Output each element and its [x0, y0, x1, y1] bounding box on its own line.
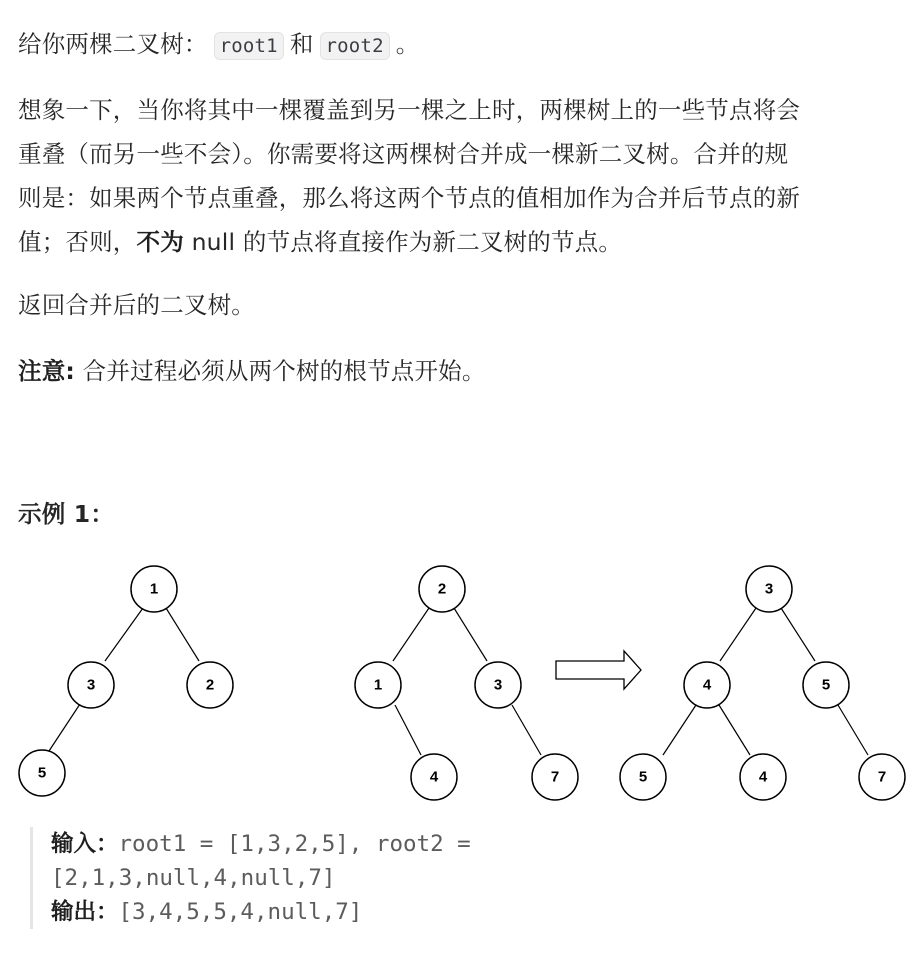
tree2-node-root-value: 2 [437, 580, 447, 598]
merged-node-root [746, 566, 792, 612]
tree2-node-right-right-value: 7 [550, 768, 560, 786]
merged-node-left-right [740, 754, 786, 800]
merged-node-right [803, 662, 849, 708]
example-title: 示例 1： [18, 500, 115, 528]
return-text: 返回合并后的二叉树。 [18, 291, 255, 319]
example-input-line-2 [51, 861, 611, 895]
description-line-4b: null 的节点将直接作为新二叉树的节点。 [183, 228, 623, 256]
input-label: 输入： [51, 831, 119, 857]
example-output-line [51, 895, 611, 929]
description-line-1: 想象一下，当你将其中一棵覆盖到另一棵之上时，两棵树上的一些节点将会 [18, 96, 801, 124]
tree2-node-right [475, 662, 521, 708]
tree1-node-left-left-value: 5 [37, 764, 47, 782]
intro-text [18, 22, 908, 68]
tree2-node-right-right [532, 754, 578, 800]
note-text [18, 349, 908, 393]
tree2-node-left-value: 1 [373, 676, 383, 694]
tree1-node-root [131, 566, 177, 612]
merged-node-right-value: 5 [821, 676, 831, 694]
merged-node-left [684, 662, 730, 708]
tree2-node-right-value: 3 [493, 676, 503, 694]
tree2-node-left [355, 662, 401, 708]
merge-trees-diagram [0, 548, 913, 810]
code-root2: root2 [320, 32, 390, 60]
merged-node-left-value: 4 [702, 676, 712, 694]
merged-node-right-right [859, 754, 905, 800]
example-block [30, 827, 611, 929]
tree1-node-left-left [19, 750, 65, 796]
example-input-line-1 [51, 827, 611, 861]
intro-suffix: 。 [395, 30, 420, 58]
note-body: 合并过程必须从两个树的根节点开始。 [75, 357, 486, 385]
intro-prefix: 给你两棵二叉树： [18, 30, 208, 58]
tree1-node-left-value: 3 [86, 676, 96, 694]
merge-arrow-icon [556, 651, 641, 689]
merged-node-left-right-value: 4 [758, 768, 768, 786]
intro-mid: 和 [289, 30, 314, 58]
output-value: [3,4,5,5,4,null,7] [118, 899, 363, 925]
tree1-node-right-value: 2 [205, 676, 215, 694]
merged-node-right-right-value: 7 [877, 768, 887, 786]
description-line-2: 重叠（而另一些不会）。你需要将这两棵树合并成一棵新二叉树。合并的规 [18, 140, 789, 168]
description-line-3: 则是：如果两个节点重叠，那么将这两个节点的值相加作为合并后节点的新 [18, 184, 801, 212]
input-value-2: [2,1,3,null,4,null,7] [51, 865, 336, 891]
tree2-node-left-right-value: 4 [429, 768, 439, 786]
description-line-4a: 值；否则， [18, 228, 137, 256]
output-label: 输出： [51, 899, 119, 925]
code-root1: root1 [214, 32, 284, 60]
tree2-node-left-right [411, 754, 457, 800]
tree1-node-right [187, 662, 233, 708]
tree1-node-root-value: 1 [149, 580, 159, 598]
description-bold: 不为 [136, 228, 184, 256]
merged-node-left-left [620, 754, 666, 800]
input-value-1: root1 = [1,3,2,5], root2 = [118, 831, 471, 857]
merged-node-root-value: 3 [764, 580, 774, 598]
note-label: 注意: [18, 357, 75, 385]
merged-node-left-left-value: 5 [638, 768, 648, 786]
tree2-node-root [419, 566, 465, 612]
tree1-node-left [68, 662, 114, 708]
description-text [18, 88, 908, 264]
